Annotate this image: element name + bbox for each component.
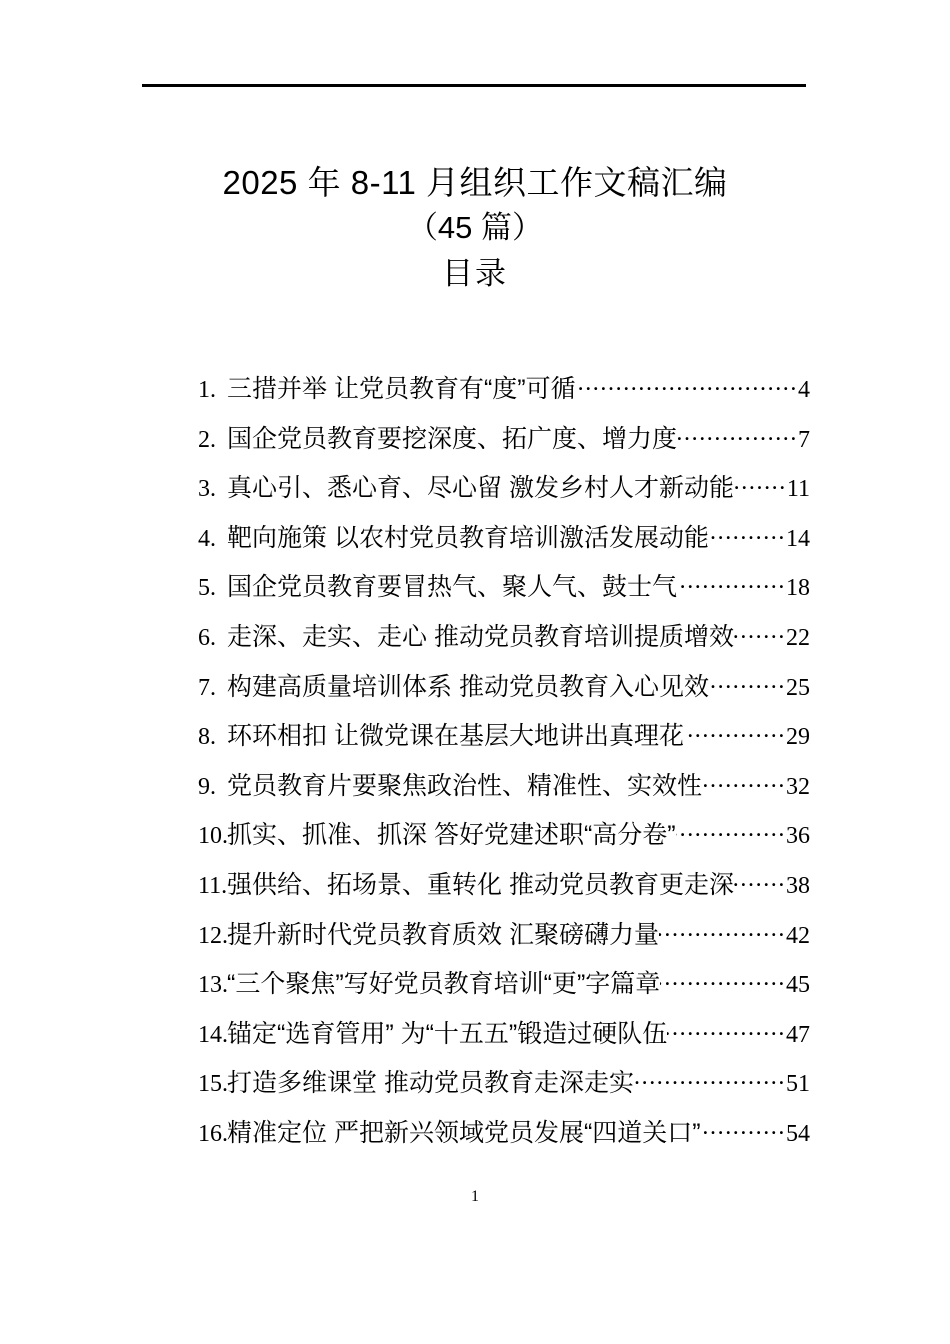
toc-entry[interactable] (198, 369, 810, 419)
toc-entry-label: 打造多维课堂 推动党员教育走深走实 (227, 1069, 634, 1098)
toc-leader-dots (676, 818, 786, 843)
toc-entry-label: 环环相扣 让微党课在基层大地讲出真理花 (227, 722, 684, 751)
toc-entry-number: 14. (198, 1021, 228, 1048)
toc-entry-number: 2. (198, 426, 216, 453)
toc-leader-dots (576, 372, 798, 397)
toc-entry-label: 锚定“选育管用” 为“十五五”锻造过硬队伍 (227, 1019, 668, 1048)
toc-entry-page-number: 36 (786, 823, 810, 850)
toc-entry-label: 强供给、拓场景、重转化 推动党员教育更走深 (227, 870, 734, 899)
toc-entry-page-number: 45 (786, 972, 810, 999)
toc-entry-number: 1. (198, 377, 216, 403)
toc-entry-page-number: 4 (798, 377, 810, 403)
toc-entry-page-number: 38 (786, 872, 810, 899)
toc-leader-dots (660, 967, 786, 992)
toc-leader-dots (677, 570, 786, 595)
title-block (0, 160, 950, 298)
toc-entry-number: 3. (198, 476, 216, 503)
toc-leader-dots (677, 422, 798, 447)
toc-entry-label: 国企党员教育要挖深度、拓广度、增力度 (227, 424, 678, 453)
toc-entry-page-number: 18 (786, 575, 810, 602)
toc-entry-page-number: 54 (786, 1120, 810, 1147)
toc-entry-page-number: 42 (786, 922, 810, 949)
document-subtitle: （45 篇） (406, 210, 544, 245)
toc-entry-number: 15. (198, 1071, 228, 1098)
toc-entry[interactable] (198, 1063, 810, 1113)
toc-entry-label: 精准定位 严把新兴领域党员发展“四道关口” (227, 1118, 701, 1147)
toc-entry-label: 真心引、悉心育、尽心留 激发乡村人才新动能 (227, 474, 734, 503)
toc-entry[interactable] (198, 766, 810, 816)
toc-entry-label: “三个聚焦”写好党员教育培训“更”字篇章 (227, 970, 661, 999)
footer-page-number: 1 (471, 1188, 479, 1205)
toc-entry-number: 4. (198, 525, 216, 552)
toc-entry-label: 提升新时代党员教育质效 汇聚磅礴力量 (227, 920, 659, 949)
toc-leader-dots (634, 1066, 786, 1091)
toc-leader-dots (659, 918, 786, 943)
toc-entry-page-number: 29 (786, 724, 810, 751)
toc-entry-label: 党员教育片要聚焦政治性、精准性、实效性 (227, 771, 703, 800)
toc-entry[interactable] (198, 617, 810, 667)
toc-entry-number: 10. (198, 823, 228, 850)
toc-entry-label: 走深、走实、走心 推动党员教育培训提质增效 (227, 622, 734, 651)
toc-leader-dots (734, 868, 786, 893)
toc-entry-number: 13. (198, 972, 228, 999)
toc-entry[interactable] (198, 1014, 810, 1064)
toc-entry[interactable] (198, 1113, 810, 1163)
toc-entry-number: 6. (198, 624, 216, 651)
toc-leader-dots (684, 719, 786, 744)
toc-entry[interactable] (198, 964, 810, 1014)
toc-entry-number: 12. (198, 922, 228, 949)
toc-entry-page-number: 32 (786, 773, 810, 800)
toc-entry[interactable] (198, 518, 810, 568)
toc-entry-label: 国企党员教育要冒热气、聚人气、鼓士气 (227, 573, 678, 602)
toc-entry-page-number: 51 (786, 1071, 810, 1098)
toc-entry-label: 抓实、抓准、抓深 答好党建述职“高分卷” (227, 821, 676, 850)
toc-leader-dots (702, 769, 786, 794)
toc-entry-label: 构建高质量培训体系 推动党员教育入心见效 (227, 672, 709, 701)
toc-entry[interactable] (198, 468, 810, 518)
table-of-contents (198, 369, 810, 1163)
toc-leader-dots (709, 670, 786, 695)
toc-entry-label: 靶向施策 以农村党员教育培训激活发展动能 (227, 523, 709, 552)
toc-leader-dots (667, 1017, 786, 1042)
toc-entry[interactable] (198, 815, 810, 865)
toc-entry-number: 5. (198, 575, 216, 602)
toc-entry-number: 9. (198, 773, 216, 800)
toc-entry-number: 7. (198, 674, 216, 701)
toc-entry-page-number: 22 (786, 624, 810, 651)
toc-entry-label: 三措并举 让党员教育有“度”可循 (227, 375, 576, 403)
toc-entry[interactable] (198, 567, 810, 617)
toc-entry-page-number: 7 (798, 426, 810, 453)
toc-entry-page-number: 14 (786, 525, 810, 552)
toc-entry[interactable] (198, 667, 810, 717)
toc-entry-page-number: 11 (786, 476, 810, 503)
toc-leader-dots (701, 1116, 786, 1141)
toc-leader-dots (709, 521, 786, 546)
toc-heading: 目录 (442, 256, 508, 291)
toc-entry-number: 11. (198, 872, 228, 899)
header-rule (142, 84, 806, 87)
toc-entry[interactable] (198, 915, 810, 965)
toc-leader-dots (734, 471, 787, 496)
toc-entry-page-number: 25 (786, 674, 810, 701)
document-title: 2025 年 8-11 月组织工作文稿汇编 (222, 164, 728, 201)
toc-entry[interactable] (198, 865, 810, 915)
toc-leader-dots (734, 620, 786, 645)
toc-entry[interactable] (198, 419, 810, 469)
toc-entry-page-number: 47 (786, 1021, 810, 1048)
toc-entry-number: 16. (198, 1120, 228, 1147)
toc-entry[interactable] (198, 716, 810, 766)
toc-entry-number: 8. (198, 724, 216, 751)
